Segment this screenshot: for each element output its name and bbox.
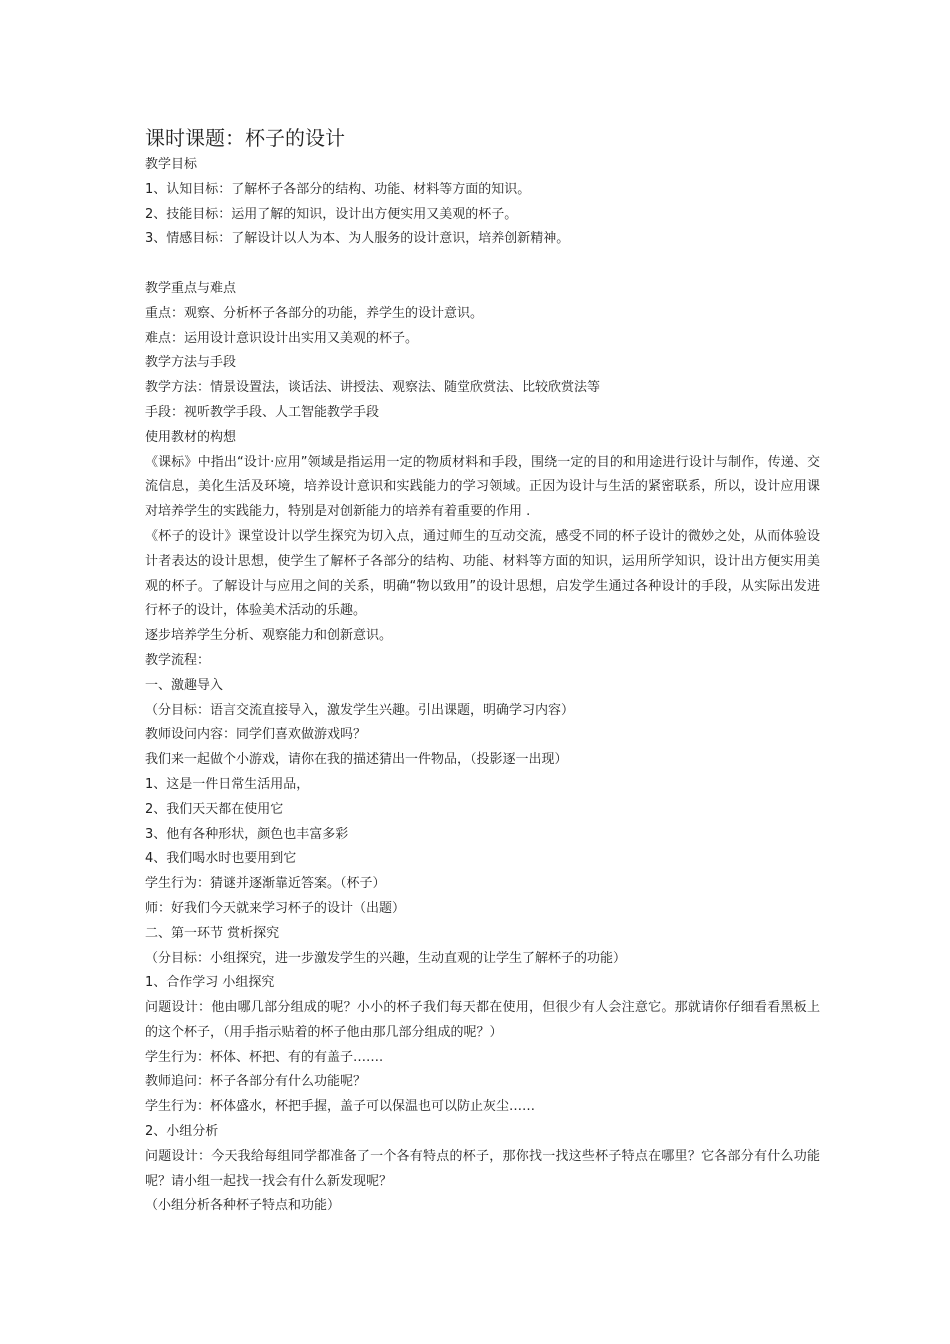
riddle-clue-1: 1、这是一件日常生活用品， <box>145 776 310 792</box>
cooperative-learning-heading: 1、合作学习 小组探究 <box>145 975 275 991</box>
question-design-features: 问题设计：今天我给每组同学都准备了一个各有特点的杯子，那你找一找这些杯子特点在哪里？它各部分有什么功能呢？请小组一起找一找会有什么新发现呢？ <box>145 1148 820 1189</box>
section-heading-key-points: 教学重点与难点 <box>145 280 237 296</box>
objective-emotion: 3、情感目标：了解设计以人为本、为人服务的设计意识，培养创新精神。 <box>145 231 570 247</box>
curriculum-paragraph: 《课标》中指出“设计·应用”领域是指运用一定的物质材料和手段，围绕一定的目的和用途进行设计与制作，传递、交流信息，美化生活及环境，培养设计意识和实践能力的学习领域。正因为设计与生活的紧密联系，所以，设计应用课对培养学生的实践能力，特别是对创新能力的培养有着重要的作用 . <box>145 454 820 520</box>
objective-cognitive: 1、认知目标：了解杯子各部分的结构、功能、材料等方面的知识。 <box>145 181 531 197</box>
student-behavior-parts: 学生行为：杯体、杯把、有的有盖子……. <box>145 1049 384 1065</box>
step-two-goal: （分目标：小组探究，进一步激发学生的兴趣，生动直观的让学生了解杯子的功能） <box>145 950 627 966</box>
objective-skill: 2、技能目标：运用了解的知识，设计出方便实用又美观的杯子。 <box>145 206 518 222</box>
section-heading-process: 教学流程： <box>145 652 211 668</box>
teacher-topic: 师：好我们今天就来学习杯子的设计（出题） <box>145 900 406 916</box>
difficult-point: 难点：运用设计意识设计出实用又美观的杯子。 <box>145 330 419 346</box>
step-one-heading: 一、激趣导入 <box>145 677 224 693</box>
riddle-clue-3: 3、他有各种形状，颜色也丰富多彩 <box>145 826 349 842</box>
group-analysis-note: （小组分析各种杯子特点和功能） <box>145 1198 341 1214</box>
document-body <box>145 123 820 1219</box>
student-behavior-functions: 学生行为：杯体盛水，杯把手握，盖子可以保温也可以防止灰尘…… <box>145 1099 536 1115</box>
teaching-means: 手段：视听教学手段、人工智能教学手段 <box>145 404 380 420</box>
question-design-parts: 问题设计：他由哪几部分组成的呢？小小的杯子我们每天都在使用，但很少有人会注意它。那就请你仔细看看黑板上的这个杯子，（用手指示贴着的杯子他由那几部分组成的呢？） <box>145 1000 820 1040</box>
section-heading-textbook: 使用教材的构想 <box>145 429 237 445</box>
ability-line: 逐步培养学生分析、观察能力和创新意识。 <box>145 628 393 644</box>
riddle-clue-2: 2、我们天天都在使用它 <box>145 801 284 817</box>
section-heading-methods: 教学方法与手段 <box>145 355 237 371</box>
riddle-clue-4: 4、我们喝水时也要用到它 <box>145 851 297 867</box>
step-one-goal: （分目标：语言交流直接导入，激发学生兴趣。引出课题，明确学习内容） <box>145 702 575 718</box>
page-title: 课时课题：杯子的设计 <box>145 126 345 150</box>
teacher-follow-up: 教师追问：杯子各部分有什么功能呢？ <box>145 1074 367 1090</box>
student-behavior-guess: 学生行为：猜谜并逐渐靠近答案。（杯子） <box>145 876 386 892</box>
step-two-heading: 二、第一环节 赏析探究 <box>145 925 280 941</box>
teaching-methods: 教学方法：情景设置法，谈话法、讲授法、观察法、随堂欣赏法、比较欣赏法等 <box>145 380 601 396</box>
blank-line <box>145 252 820 277</box>
section-heading-objectives: 教学目标 <box>145 157 198 172</box>
teacher-question: 教师设问内容：同学们喜欢做游戏吗？ <box>145 727 367 743</box>
game-intro: 我们来一起做个小游戏，请你在我的描述猜出一件物品，（投影逐一出现） <box>145 752 568 768</box>
key-point: 重点：观察、分析杯子各部分的功能，养学生的设计意识。 <box>145 305 484 321</box>
lesson-design-paragraph: 《杯子的设计》课堂设计以学生探究为切入点，通过师生的互动交流，感受不同的杯子设计的微妙之处，从而体验设计者表达的设计思想，使学生了解杯子各部分的结构、功能、材料等方面的知识，运用所学知识，设计出方便实用美观的杯子。了解设计与应用之间的关系，明确“物以致用”的设计思想，启发学生通过各种设计的手段，从实际出发进行杯子的设计，体验美术活动的乐趣。 <box>145 528 820 619</box>
group-analysis-heading: 2、小组分析 <box>145 1124 219 1140</box>
